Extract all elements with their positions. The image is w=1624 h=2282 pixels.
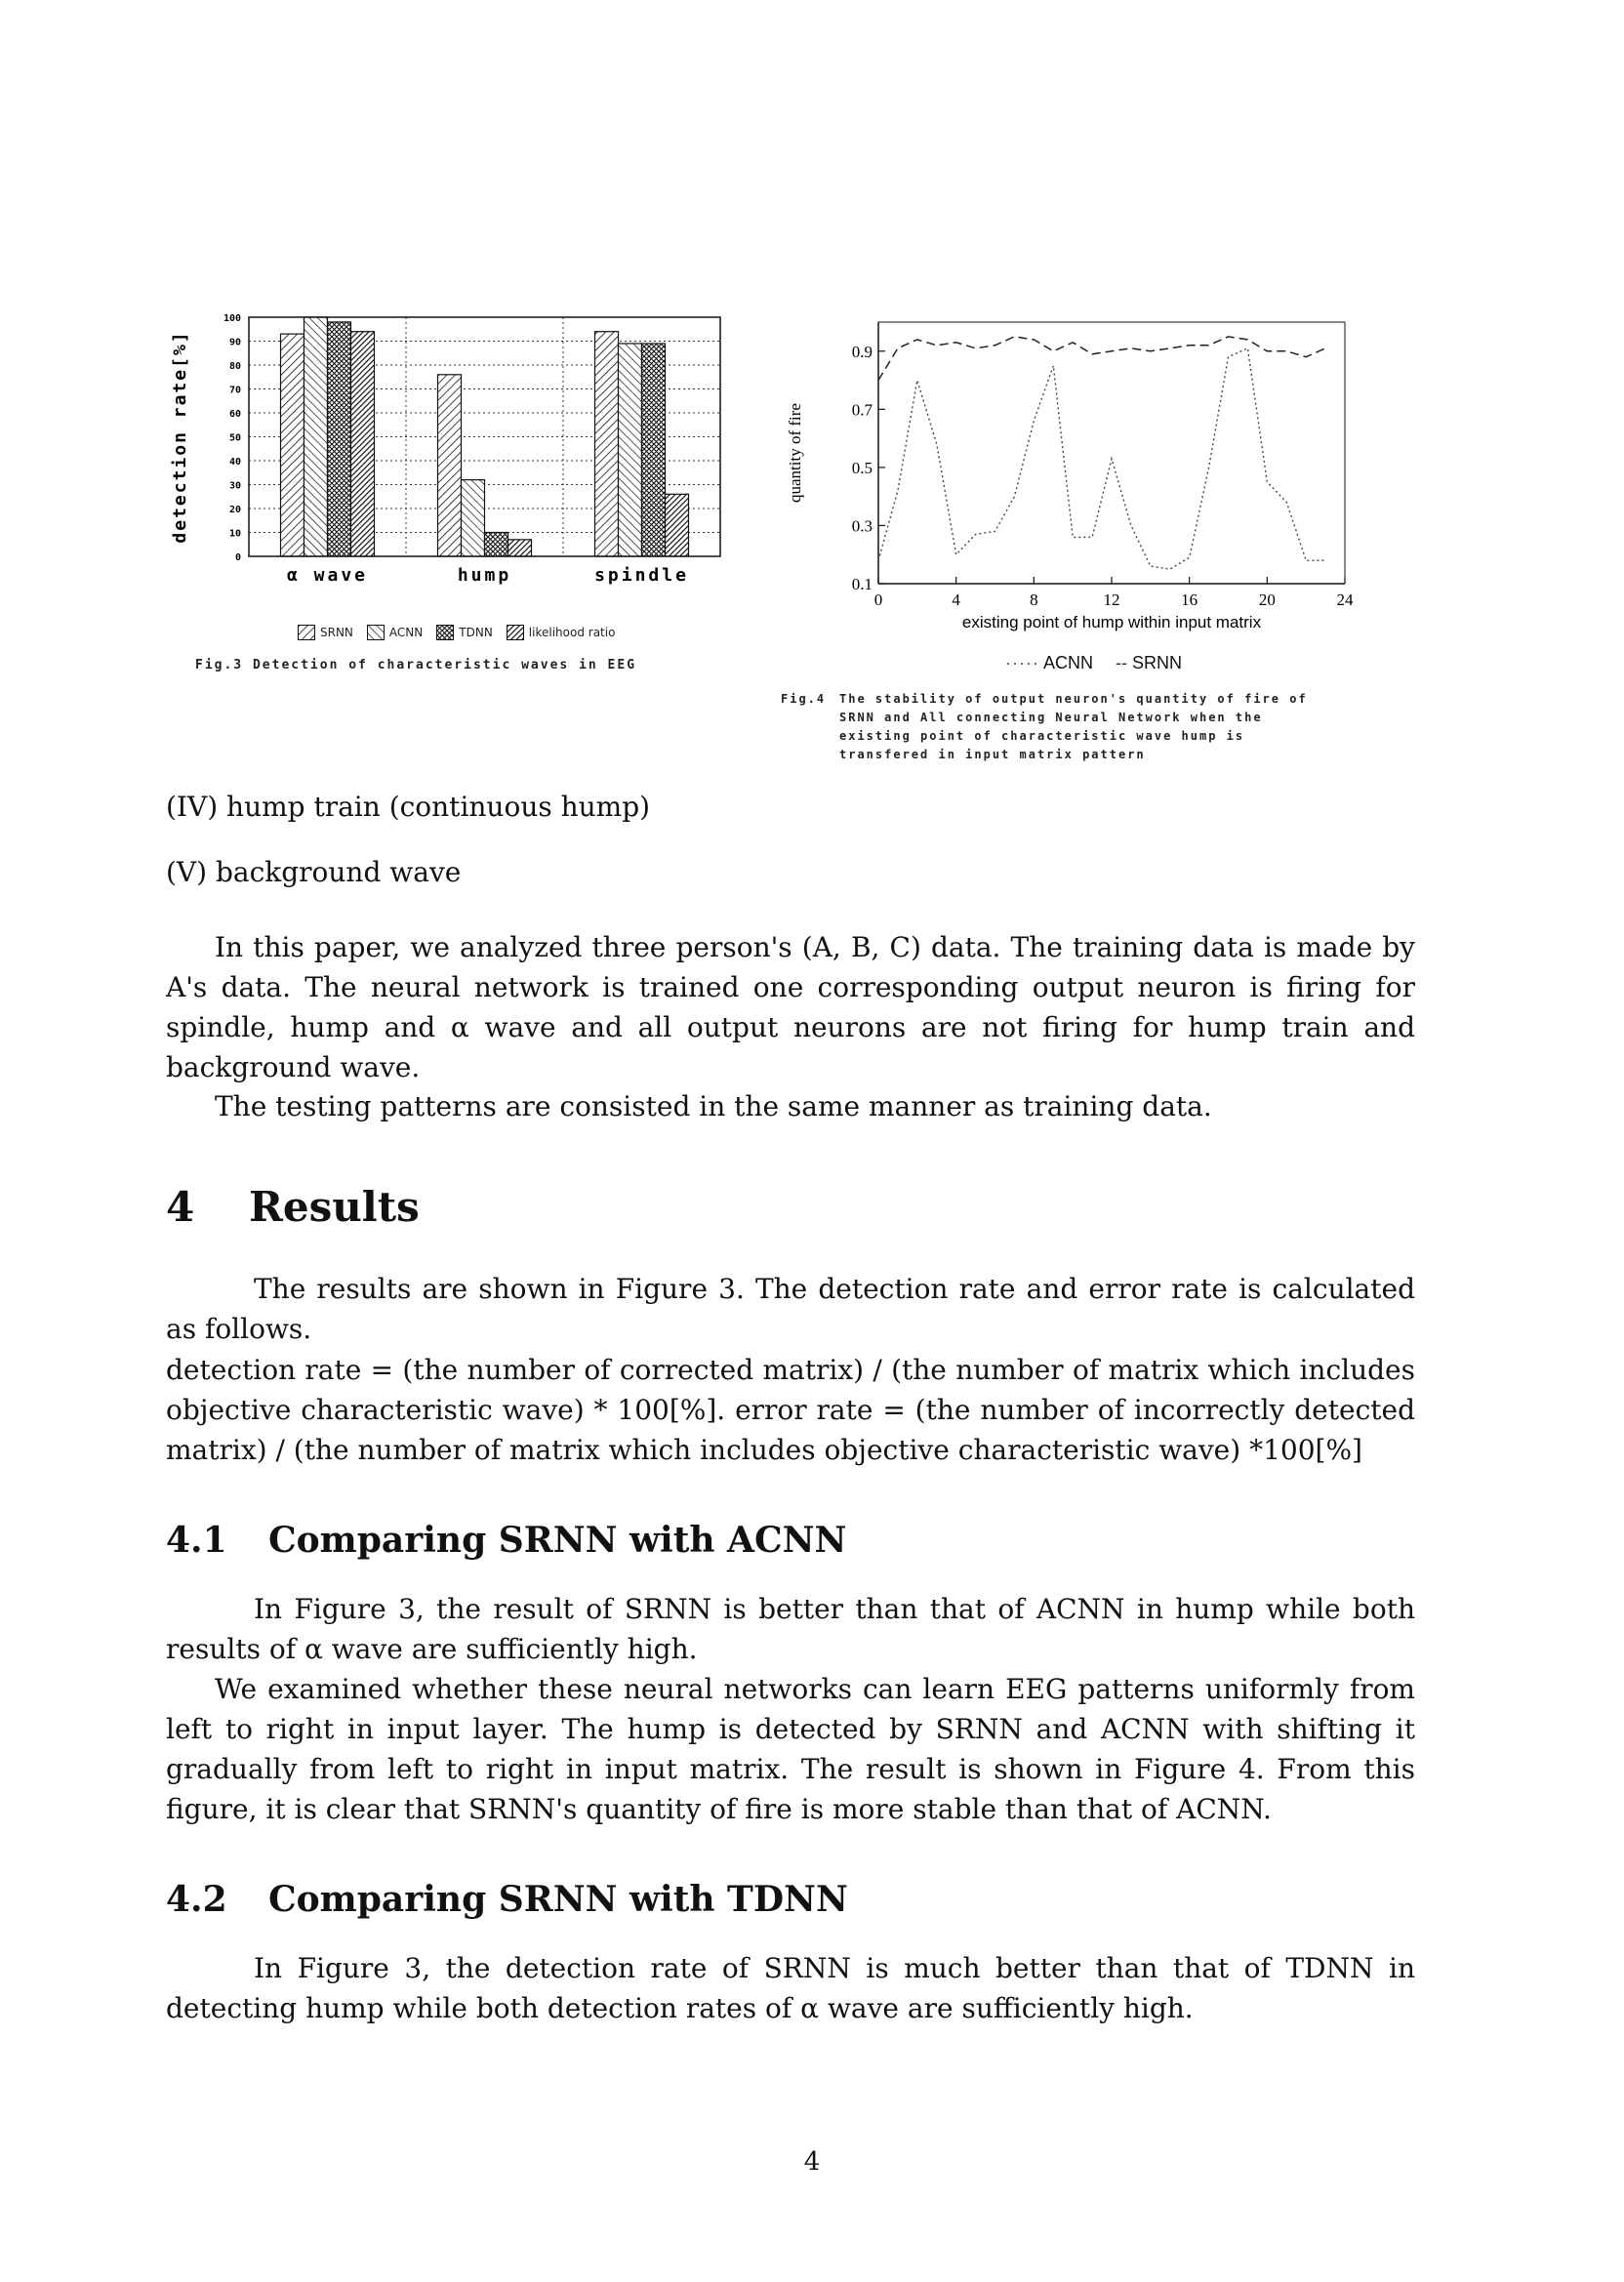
section-title: Comparing SRNN with TDNN <box>268 1879 848 1920</box>
y-tick-label: 0.9 <box>851 342 873 361</box>
bar-srnn <box>595 332 619 556</box>
bar-srnn <box>438 375 462 556</box>
section-title: Comparing SRNN with ACNN <box>268 1520 847 1561</box>
paragraph-rate-formulas: detection rate = (the number of corrected matrix) / (the number of matrix which includes objective characteristic wave) * 100[%]. error rate = (the number of incorrectly detected matrix) / (the number of matrix which includes objective characteristic wave) *100[%] <box>166 1354 1415 1466</box>
legend-swatch-tdnn <box>436 625 454 640</box>
paragraph-results-intro <box>166 1269 1415 1349</box>
y-tick-label: 0.1 <box>851 575 873 593</box>
figure-3-bar-chart <box>166 307 732 591</box>
bar-likelihood-ratio <box>351 332 375 556</box>
section-number: 4.1 <box>166 1520 227 1561</box>
legend-item-srnn <box>298 625 353 640</box>
y-tick-label: 100 <box>223 313 241 324</box>
y-tick-label: 50 <box>228 432 241 444</box>
section-heading-srnn-acnn <box>166 1520 846 1561</box>
series-line-srnn <box>878 337 1325 381</box>
legend-label-tdnn: TDNN <box>459 626 493 639</box>
figure-3-caption: Fig.3 Detection of characteristic waves in EEG <box>195 658 637 672</box>
legend-item-likelihood <box>507 625 616 640</box>
legend-srnn-label: SRNN <box>1132 653 1183 672</box>
y-tick-label: 70 <box>228 385 241 396</box>
section-heading-srnn-tdnn <box>166 1879 848 1920</box>
paragraph-srnn-acnn-2 <box>166 1669 1415 1829</box>
paragraph-text: We examined whether these neural networks can learn EEG patterns uniformly from left to right in input layer. The hump is detected by SRNN and ACNN with shifting it gradually from left to right in input matrix. The result is shown in Figure 4. From this figure, it is clear that SRNN's quantity of fire is more stable than that of ACNN. <box>166 1673 1415 1825</box>
legend-item-acnn <box>367 625 423 640</box>
figure-4-caption-line: transfered in input matrix pattern <box>839 748 1146 761</box>
figure-4-caption-line: existing point of characteristic wave hump is <box>839 729 1245 743</box>
figure-4-line-chart <box>771 312 1386 634</box>
paragraph-data-description <box>166 927 1415 1087</box>
bar-acnn <box>304 317 328 556</box>
figure-4-svg <box>771 312 1386 634</box>
bar-tdnn <box>642 344 666 556</box>
y-tick-label: 30 <box>228 480 241 492</box>
paragraph-text: The testing patterns are consisted in the same manner as training data. <box>215 1090 1212 1122</box>
y-tick-label: 0.7 <box>851 400 873 420</box>
list-item-background-wave: (V) background wave <box>166 856 462 888</box>
y-tick-label: 20 <box>228 505 241 515</box>
figure-4-legend <box>1005 653 1182 673</box>
legend-swatch-acnn <box>367 625 385 640</box>
series-line-acnn <box>878 348 1325 569</box>
legend-acnn-line-icon: ····· <box>1005 653 1039 672</box>
paragraph-text: The results are shown in Figure 3. The detection rate and error rate is calculated as follows. <box>166 1273 1415 1345</box>
x-tick-label: 0 <box>873 591 883 609</box>
y-axis-label: quantity of fire <box>786 403 804 503</box>
figure-4-caption-line: The stability of output neuron's quantity of fire of <box>839 692 1308 706</box>
y-tick-label: 0.3 <box>851 516 873 536</box>
figure-4-caption-label: Fig.4 <box>781 692 827 706</box>
x-category-label: α wave <box>286 565 369 586</box>
section-heading-results <box>166 1183 420 1231</box>
bar-tdnn <box>485 533 508 557</box>
bar-srnn <box>281 334 304 556</box>
figure-3-legend <box>298 625 629 640</box>
legend-swatch-srnn <box>298 625 315 640</box>
x-axis-label: existing point of hump within input matrix <box>961 613 1262 632</box>
x-category-label: hump <box>457 565 512 586</box>
x-category-label: spindle <box>594 565 689 586</box>
x-tick-label: 16 <box>1181 591 1198 609</box>
bar-acnn <box>462 480 485 556</box>
y-tick-label: 10 <box>228 528 241 540</box>
page-number: 4 <box>803 2147 821 2177</box>
y-axis-label: detection rate[%] <box>170 330 190 544</box>
figure-4-caption-line: SRNN and All connecting Neural Network when the <box>839 711 1263 724</box>
bar-tdnn <box>328 322 351 556</box>
legend-swatch-likelihood <box>507 625 524 640</box>
figure-4-caption <box>781 690 1378 764</box>
bar-acnn <box>619 344 642 556</box>
paragraph-text: In Figure 3, the result of SRNN is better than that of ACNN in hump while both results of α wave are sufficiently high. <box>166 1593 1415 1665</box>
bar-likelihood-ratio <box>508 540 532 556</box>
x-tick-label: 24 <box>1336 591 1354 609</box>
paragraph-testing-patterns <box>166 1086 1415 1126</box>
legend-label-acnn: ACNN <box>388 626 424 639</box>
paragraph-text: In Figure 3, the detection rate of SRNN is much better than that of TDNN in detecting hump while both detection rates of α wave are sufficiently high. <box>166 1952 1415 2024</box>
paragraph-srnn-tdnn <box>166 1948 1415 2028</box>
x-tick-label: 12 <box>1103 591 1120 609</box>
bar-likelihood-ratio <box>666 494 689 556</box>
x-tick-label: 20 <box>1258 591 1276 609</box>
x-tick-label: 4 <box>952 591 960 609</box>
section-title: Results <box>249 1183 420 1231</box>
y-tick-label: 0.5 <box>851 458 873 477</box>
legend-label-likelihood: likelihood ratio <box>528 626 616 639</box>
paragraph-srnn-acnn-1 <box>166 1589 1415 1669</box>
x-tick-label: 8 <box>1030 591 1038 609</box>
section-number: 4 <box>166 1183 195 1231</box>
y-tick-label: 90 <box>228 337 241 348</box>
section-number: 4.2 <box>166 1879 227 1920</box>
y-tick-label: 40 <box>228 457 241 468</box>
y-tick-label: 60 <box>228 409 241 420</box>
paragraph-text: In this paper, we analyzed three person's (A, B, C) data. The training data is made by A's data. The neural network is trained one corresponding output neuron is firing for spindle, hump and α wave and all output neurons are not firing for hump train and background wave. <box>166 931 1415 1083</box>
legend-label-srnn: SRNN <box>320 626 353 639</box>
legend-srnn-line-icon: ‐‐ <box>1116 653 1128 672</box>
y-tick-label: 0 <box>234 552 241 563</box>
list-item-hump-train: (IV) hump train (continuous hump) <box>166 791 651 823</box>
legend-acnn-label: ACNN <box>1043 653 1094 672</box>
legend-item-tdnn <box>436 625 493 640</box>
y-tick-label: 80 <box>228 361 241 372</box>
figure-3-svg <box>166 307 732 591</box>
